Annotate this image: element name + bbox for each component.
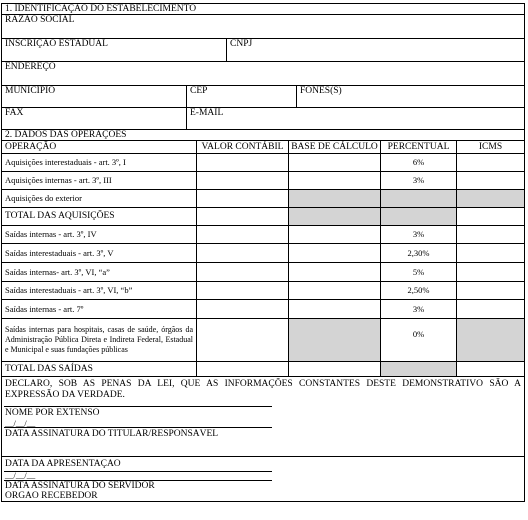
- endereco-row: [1, 61, 525, 85]
- operation-label: Aquisições internas - art. 3º, III: [5, 175, 112, 185]
- table-row-total: [1, 361, 525, 376]
- valor-contabil-cell[interactable]: [196, 190, 288, 207]
- razao-social-field[interactable]: RAZÃO SOCIAL: [5, 15, 75, 25]
- titular-signature-line: [4, 427, 272, 428]
- header-percentual: PERCENTUAL: [380, 141, 456, 153]
- icms-cell[interactable]: [456, 208, 524, 225]
- header-icms: ICMS: [456, 141, 524, 153]
- fax-field[interactable]: FAX: [5, 108, 24, 118]
- percentual-cell: 3%: [380, 300, 456, 318]
- icms-cell-disabled: [456, 190, 524, 207]
- orgao-recebedor-label: ÓRGÃO RECEBEDOR: [5, 491, 98, 501]
- valor-contabil-cell[interactable]: [196, 172, 288, 189]
- valor-contabil-cell[interactable]: [196, 300, 288, 318]
- base-calculo-cell-disabled: [288, 208, 380, 225]
- total-aquisicoes-label: TOTAL DAS AQUISIÇÕES: [5, 211, 115, 221]
- demonstrativo-form: [1, 3, 525, 502]
- table-row: [1, 243, 525, 262]
- operation-label: Saídas internas - art. 3º, IV: [5, 229, 97, 239]
- valor-contabil-cell[interactable]: [196, 208, 288, 225]
- base-calculo-cell-disabled: [288, 319, 380, 361]
- base-calculo-cell[interactable]: [288, 172, 380, 189]
- header-base-calculo: BASE DE CÁLCULO: [288, 141, 380, 153]
- header-valor-contabil: VALOR CONTÁBIL: [196, 141, 288, 153]
- table-row: [1, 225, 525, 243]
- table-row-multiline: [1, 318, 525, 361]
- operation-label: Saídas internas para hospitais, casas de saúde, órgãos da Administração Pública Direta e Indireta Federal, Estadual e Municipal e suas fundações públicas: [5, 325, 193, 354]
- declaration-box: [1, 376, 525, 456]
- base-calculo-cell[interactable]: [288, 244, 380, 262]
- operation-label: Aquisições interestaduais - art. 3º, I: [5, 157, 126, 167]
- cep-field[interactable]: CEP: [186, 86, 296, 107]
- valor-contabil-cell[interactable]: [196, 226, 288, 243]
- percentual-cell: 6%: [380, 154, 456, 171]
- percentual-cell: 5%: [380, 263, 456, 281]
- operation-label: Saídas interestaduais - art. 3º, VI, “b”: [5, 285, 133, 295]
- fax-email-row: [1, 107, 525, 129]
- valor-contabil-cell[interactable]: [196, 319, 288, 361]
- table-row: [1, 262, 525, 281]
- percentual-cell: 3%: [380, 226, 456, 243]
- name-signature-line: [4, 406, 272, 407]
- percentual-cell: 2,30%: [380, 244, 456, 262]
- icms-cell[interactable]: [456, 244, 524, 262]
- operation-label: Aquisições do exterior: [5, 193, 82, 203]
- base-calculo-cell[interactable]: [288, 226, 380, 243]
- icms-cell[interactable]: [456, 282, 524, 299]
- base-calculo-cell[interactable]: [288, 154, 380, 171]
- table-row: [1, 171, 525, 189]
- date-mark[interactable]: __/__/__: [5, 418, 36, 428]
- header-operacao: OPERAÇÃO: [5, 141, 57, 152]
- valor-contabil-cell[interactable]: [196, 282, 288, 299]
- ie-cnpj-row: [1, 38, 525, 61]
- total-saidas-label: TOTAL DAS SAÍDAS: [5, 363, 93, 374]
- valor-contabil-cell[interactable]: [196, 362, 288, 376]
- valor-contabil-cell[interactable]: [196, 263, 288, 281]
- operation-label: Saídas internas- art. 3º, VI, “a”: [5, 266, 110, 277]
- icms-cell[interactable]: [456, 300, 524, 318]
- base-calculo-cell-disabled: [288, 190, 380, 207]
- section-2-header: [1, 129, 525, 140]
- base-calculo-cell[interactable]: [288, 282, 380, 299]
- percentual-cell-disabled: [380, 362, 456, 376]
- apresentacao-line: [4, 471, 272, 472]
- percentual-cell-disabled: [380, 208, 456, 225]
- valor-contabil-cell[interactable]: [196, 154, 288, 171]
- section-1-title: 1. IDENTIFICAÇÃO DO ESTABELECIMENTO: [5, 4, 197, 14]
- operations-table: [1, 140, 525, 376]
- receiving-office-box: [1, 456, 525, 502]
- table-row: [1, 189, 525, 207]
- table-row-total: [1, 207, 525, 225]
- base-calculo-cell[interactable]: [288, 263, 380, 281]
- municipio-row: [1, 85, 525, 107]
- data-apresentacao-label: DATA DA APRESENTAÇÃO: [5, 459, 121, 469]
- fones-field[interactable]: FONES(S): [296, 86, 524, 107]
- nome-por-extenso-label: NOME POR EXTENSO: [5, 408, 100, 418]
- base-calculo-cell[interactable]: [288, 300, 380, 318]
- base-calculo-cell[interactable]: [288, 362, 380, 376]
- date-mark[interactable]: __/__/__: [5, 470, 36, 480]
- data-assinatura-titular-label: DATA ASSINATURA DO TITULAR/RESPONSÁVEL: [5, 429, 219, 439]
- icms-cell[interactable]: [456, 362, 524, 376]
- operation-label: Saídas interestaduais - art. 3º, V: [5, 247, 114, 258]
- table-row: [1, 281, 525, 299]
- icms-cell[interactable]: [456, 226, 524, 243]
- table-row: [1, 153, 525, 171]
- percentual-cell: 2,50%: [380, 282, 456, 299]
- operation-label: Saídas internas - art. 7º: [5, 303, 84, 314]
- icms-cell[interactable]: [456, 154, 524, 171]
- table-header-row: [1, 140, 525, 153]
- table-row: [1, 299, 525, 318]
- razao-social-row: [1, 14, 525, 38]
- percentual-cell: 0%: [380, 319, 456, 361]
- cnpj-field[interactable]: CNPJ: [226, 39, 524, 61]
- section-2-title: 2. DADOS DAS OPERAÇÕES: [5, 130, 127, 140]
- endereco-field[interactable]: ENDEREÇO: [5, 62, 56, 72]
- icms-cell[interactable]: [456, 263, 524, 281]
- icms-cell[interactable]: [456, 172, 524, 189]
- municipio-field[interactable]: MUNICÍPIO: [5, 86, 56, 96]
- email-field[interactable]: E-MAIL: [186, 108, 524, 129]
- valor-contabil-cell[interactable]: [196, 244, 288, 262]
- data-assinatura-servidor-label: DATA ASSINATURA DO SERVIDOR: [5, 481, 155, 491]
- inscricao-estadual-field[interactable]: INSCRIÇÃO ESTADUAL: [5, 39, 108, 49]
- percentual-cell-disabled: [380, 190, 456, 207]
- section-1-header: [1, 3, 525, 14]
- icms-cell-disabled: [456, 319, 524, 361]
- percentual-cell: 3%: [380, 172, 456, 189]
- declaration-text: DECLARO, SOB AS PENAS DA LEI, QUE AS INFORMAÇÕES CONSTANTES DESTE DEMONSTRATIVO SÃO A EXPRESSÃO DA VERDADE.: [5, 379, 521, 400]
